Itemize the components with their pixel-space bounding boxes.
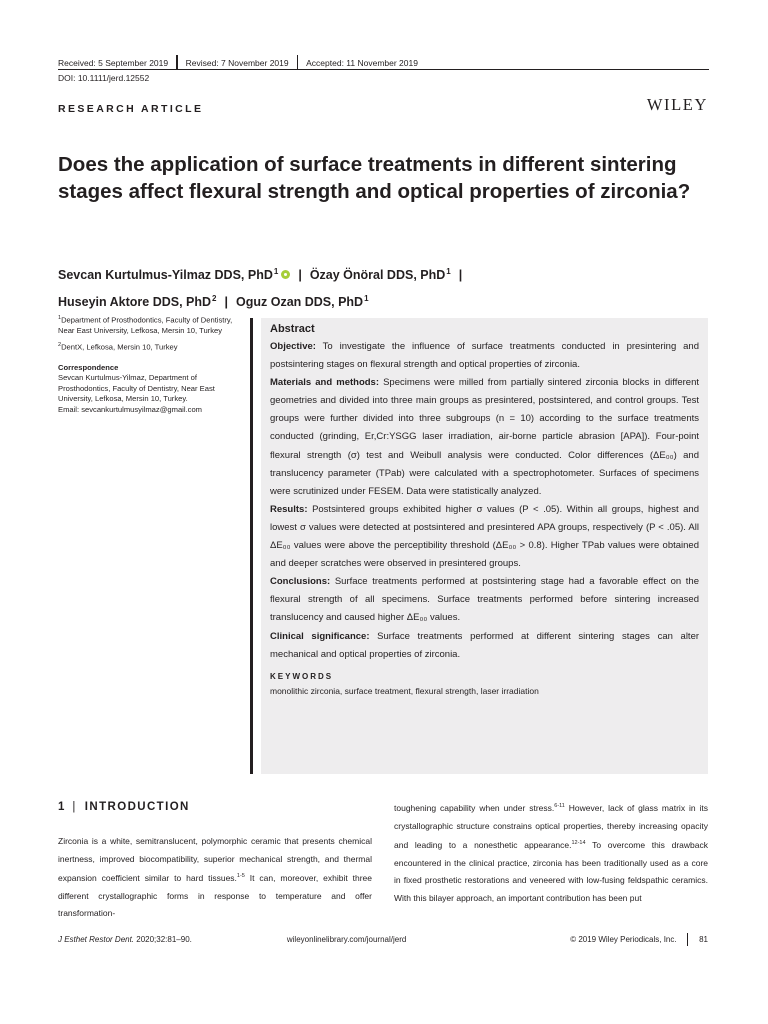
abstract-sidebar xyxy=(250,318,253,774)
affiliations xyxy=(58,313,248,415)
accepted-date: Accepted: 11 November 2019 xyxy=(306,57,418,68)
keywords-list: monolithic zirconia, surface treatment, flexural strength, laser irradiation xyxy=(270,685,539,696)
author-name[interactable]: Özay Önöral DDS, PhD xyxy=(309,268,446,282)
paragraph: Zirconia is a white, semitranslucent, polymorphic ceramic that presents chemical inertness, improved biocompatibility, superior mechanical strength, and thermal expansion coefficient similar to hard tissues.$^{1-5}$ It can, moreover, exhibit three different crystallographic forms in response to temperature and offer transformation- xyxy=(58,836,372,919)
affiliation-1: $^1$Department of Prosthodontics, Faculty of Dentistry, Near East University, Lefkosa, Mersin 10, Turkey xyxy=(58,315,233,336)
author-separator: | xyxy=(458,268,463,282)
correspondence-email[interactable]: Email: sevcankurtulmusyilmaz@gmail.com xyxy=(58,404,203,414)
correspondence-heading: Correspondence xyxy=(58,362,119,372)
received-date: Received: 5 September 2019 xyxy=(58,57,169,68)
abstract-objective: Objective: To investigate the influence of surface treatments conducted in presintering and postsintering stages on flexural strength and optical properties of zirconia. xyxy=(270,341,699,371)
page-number: 81 xyxy=(699,935,708,944)
author-name[interactable]: Huseyin Aktore DDS, PhD xyxy=(58,295,212,309)
section-heading xyxy=(58,801,190,813)
body-column-left xyxy=(58,833,372,923)
revised-date: Revised: 7 November 2019 xyxy=(185,57,289,68)
citation-ref[interactable]: 6-11 xyxy=(554,803,565,809)
abstract-clinical-significance: Clinical significance: Surface treatments performed at different sintering stages can alter mechanical and optical properties of zirconia. xyxy=(270,630,700,660)
abstract-box xyxy=(261,318,708,774)
article-title: Does the application of surface treatments in different sintering stages affect flexural strength and optical properties of zirconia? xyxy=(58,153,691,203)
divider xyxy=(297,55,299,70)
doi[interactable]: DOI: 10.1111/jerd.12552 xyxy=(58,73,150,83)
abstract-methods: Materials and methods: Specimens were milled from partially sintered zirconia blocks in different geometries and divided into three main groups as presintered, postsintered, and control groups. Test groups were further divided into three subgroups (n = 10) according to the surface treatments conducted (grinding, Er,Cr:YSGG laser irradiation, air-borne particle abrasion [APA]). Four-point flexural strength (σ) test and Weibull analysis were conducted. Color differences (ΔE₀₀) and translucency parameter (TPab) were calculated with a spectrophotometer. Surfaces of specimens were scrutinized under FESEM. Data were statistically analyzed. xyxy=(270,377,699,497)
article-type: RESEARCH ARTICLE xyxy=(58,103,204,115)
author-affiliation-marker: 1 xyxy=(446,267,451,276)
citation-ref[interactable]: 1-5 xyxy=(236,873,245,880)
keywords-heading: KEYWORDS xyxy=(270,671,334,681)
journal-citation: J Esthet Restor Dent. 2020;32:81–90. xyxy=(58,935,192,944)
copyright: © 2019 Wiley Periodicals, Inc. xyxy=(570,935,677,944)
author-name[interactable]: Sevcan Kurtulmus-Yilmaz DDS, PhD xyxy=(58,268,273,282)
author-name[interactable]: Oguz Ozan DDS, PhD xyxy=(236,295,364,309)
author-separator: | xyxy=(298,268,302,282)
abstract-conclusions: Conclusions: Surface treatments performed at postsintering stage had a favorable effect on the flexural strength of all specimens. Surface treatments performed before sintering increased translucency and caused higher ΔE₀₀ values. xyxy=(270,576,699,624)
header-rule xyxy=(58,69,709,70)
abstract-results: Results: Postsintered groups exhibited higher σ values (P < .05). Within all groups, highest and lowest σ values were detected at postsintered and presintered APA groups, respectively (P < .05). All ΔE₀₀ values were above the perceptibility threshold (ΔE₀₀ > 0.8). Higher TPab values were obtained and deeper scratches were observed in presintered groups. xyxy=(270,503,700,570)
publisher-logo: WILEY xyxy=(646,95,708,114)
divider xyxy=(176,55,178,70)
author-affiliation-marker: 2 xyxy=(212,294,217,303)
author-list xyxy=(58,260,708,314)
journal-website[interactable]: wileyonlinelibrary.com/journal/jerd xyxy=(286,935,407,944)
correspondence-address: Sevcan Kurtulmus-Yilmaz, Department of Prosthodontics, Faculty of Dentistry, Near East University, Lefkosa, Mersin 10, Turkey. Email: sevcankurtulmusyilmaz@gmail.com xyxy=(58,373,215,414)
author-affiliation-marker: 1 xyxy=(273,267,279,276)
section-title: INTRODUCTION xyxy=(84,801,190,813)
page-footer xyxy=(58,933,709,946)
author-affiliation-marker: 1 xyxy=(364,294,369,303)
affiliation-2: $^2$DentX, Lefkosa, Mersin 10, Turkey xyxy=(58,341,178,352)
article-dates xyxy=(58,55,418,70)
section-number: 1 xyxy=(58,801,65,813)
paragraph: toughening capability when under stress.$^{6-11}$ However, lack of glass matrix in its crystallographic structure constrains optical properties, thereby increasing opacity and leading to a nonesthetic appearance.$^{12-14}$ To overcome this drawback encountered in the clinical practice, zirconia has been traditionally used as a core in fixed prosthetic restorations and veneered with low-fusing feldspathic ceramics. With this bilayer approach, an important contribution has been put xyxy=(394,803,709,903)
section-divider: | xyxy=(72,801,77,813)
body-column-right xyxy=(394,798,708,908)
citation-ref[interactable]: 12-14 xyxy=(571,840,586,847)
orcid-icon[interactable] xyxy=(281,270,290,279)
abstract-heading: Abstract xyxy=(270,323,315,335)
author-separator: | xyxy=(224,295,228,309)
divider xyxy=(687,933,689,946)
